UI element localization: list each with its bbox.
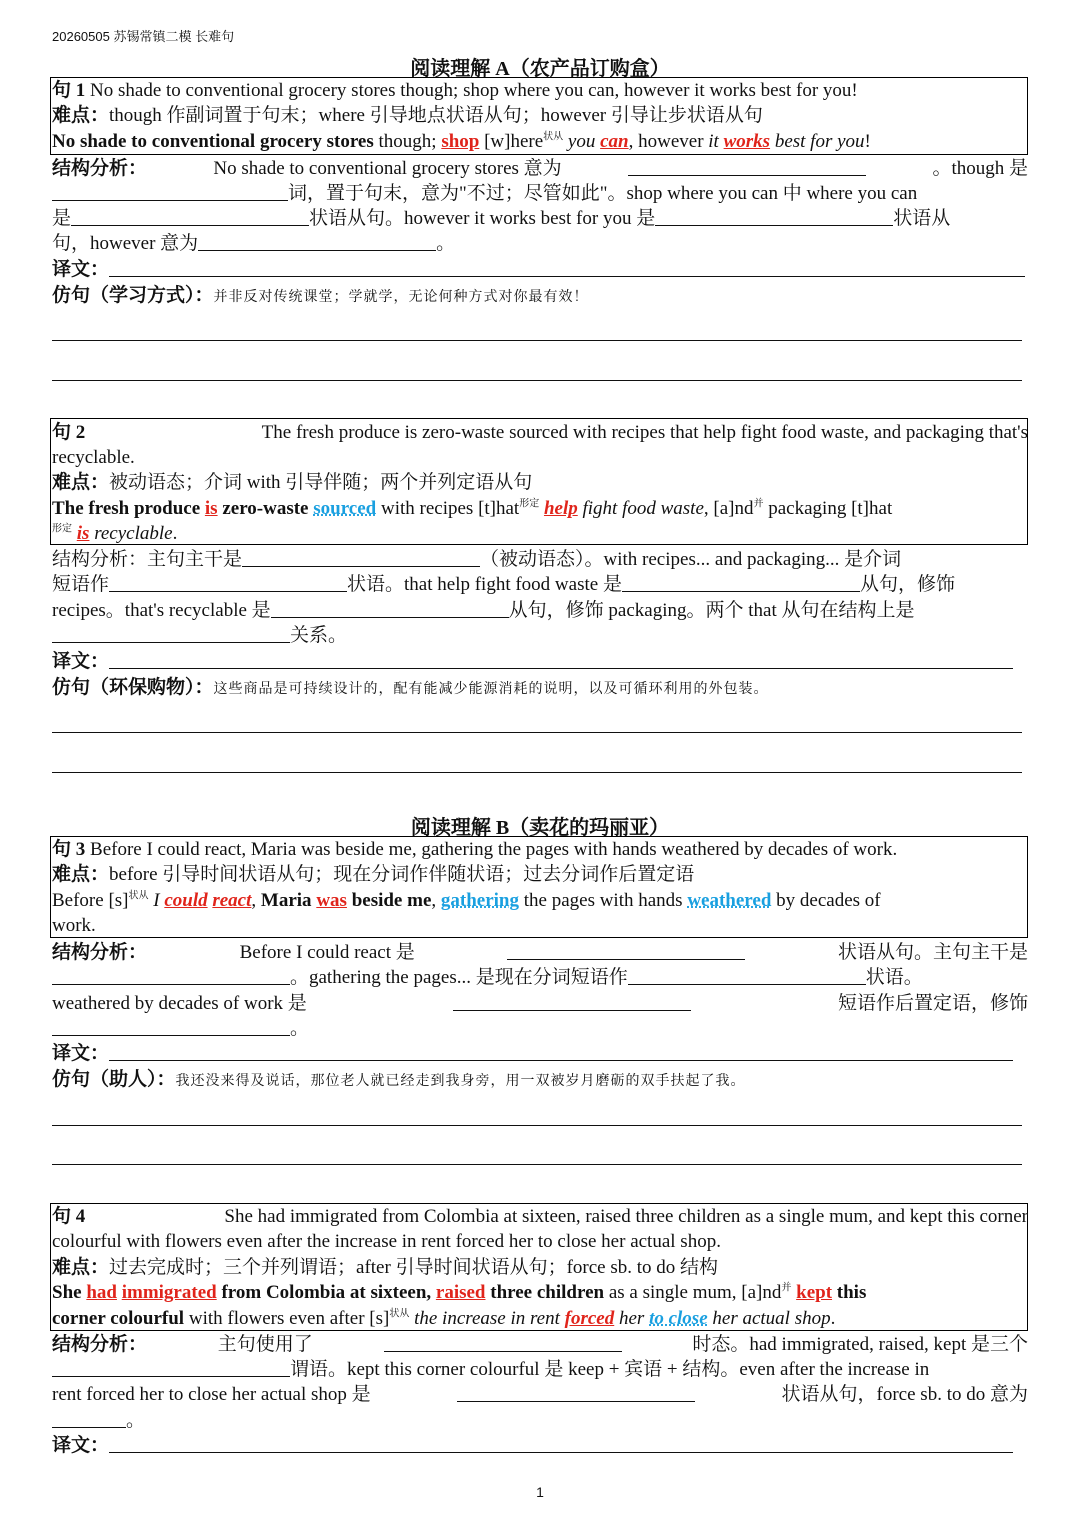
section-title-a: 阅读理解 A（农产品订购盒） [410, 58, 670, 80]
structure-text: 状语从 [893, 208, 951, 229]
imitation-label: 仿句（助人）： [52, 1069, 176, 1090]
annotated-text: recyclable [89, 523, 173, 544]
structure-text: 时态。had immigrated, raised, kept 是三个 [692, 1334, 1028, 1355]
sentence-4-text [52, 1205, 1028, 1229]
annotated-text: the increase in rent [414, 1308, 565, 1329]
answer-blank[interactable] [628, 157, 866, 176]
imitation-label: 仿句（环保购物）： [52, 677, 214, 698]
s1-imitation [52, 284, 1028, 309]
sentence-1-text [52, 79, 1028, 103]
predicate-highlight: can [600, 131, 629, 152]
structure-text: 从句，修饰 packaging。两个 that 从句在结构上是 [508, 600, 915, 621]
answer-blank[interactable] [622, 573, 860, 592]
predicate-highlight: react [212, 890, 252, 911]
predicate-highlight: shop [441, 131, 480, 152]
clause-tag: 状从 [389, 1308, 410, 1320]
annotated-main: beside me [346, 890, 432, 911]
structure-text: No shade to conventional grocery stores 意为 [213, 158, 562, 179]
answer-blank[interactable] [52, 1017, 290, 1036]
writing-line[interactable] [52, 732, 1022, 733]
sentence-4-label: 句 4 [52, 1206, 86, 1227]
annotated-text: , [431, 890, 441, 911]
clause-tag: 状从 [543, 131, 564, 143]
s4-structure-line-4 [52, 1409, 1028, 1433]
infinitive-highlight: to close [649, 1308, 708, 1329]
sentence-2-difficulty [52, 471, 1028, 495]
page-number: 1 [536, 1484, 544, 1500]
s2-structure-line-4 [52, 624, 1028, 648]
predicate-highlight: is [204, 498, 218, 519]
answer-blank[interactable] [52, 182, 288, 201]
structure-text: 。gathering the pages... 是现在分词短语作 [290, 967, 628, 988]
s2-translation [52, 650, 1028, 674]
annotated-text: the pages with hands [518, 890, 688, 911]
document-header: 20260505 苏锡常镇二模 长难句 [52, 29, 235, 44]
answer-blank[interactable] [198, 232, 436, 251]
annotated-text: her [614, 1308, 650, 1329]
clause-tag: 状从 [128, 890, 149, 902]
structure-label: 结构分析： [52, 942, 148, 963]
difficulty-text: 过去完成时；三个并列谓语；after 引导时间状语从句；force sb. to do 结构 [109, 1257, 719, 1278]
answer-blank[interactable] [628, 966, 866, 985]
sentence-1-difficulty [52, 104, 1028, 128]
difficulty-label: 难点： [52, 1257, 110, 1278]
s4-structure-line-1 [52, 1333, 1028, 1357]
sentence-3-english: Before I could react, Maria was beside me, gathering the pages with hands weathered by decades of work. [90, 839, 898, 860]
answer-blank[interactable] [507, 941, 745, 960]
structure-text: 状语。 [865, 967, 923, 988]
sentence-2-text [52, 421, 1028, 445]
predicate-highlight: raised [435, 1282, 486, 1303]
predicate-highlight: forced [564, 1308, 615, 1329]
predicate-highlight: works [723, 131, 771, 152]
annotated-text: it [708, 131, 724, 152]
annotated-text: , [251, 890, 261, 911]
translation-label: 译文： [52, 259, 110, 280]
structure-text: 句，however 意为 [52, 233, 199, 254]
structure-text: 从句，修饰 [859, 574, 955, 595]
structure-text: 。though 是 [932, 158, 1028, 179]
s1-structure-line-1 [52, 157, 1028, 181]
difficulty-label: 难点： [52, 472, 110, 493]
writing-line[interactable] [52, 380, 1022, 381]
s4-structure-line-3 [52, 1383, 1028, 1407]
annotated-text: I [153, 890, 165, 911]
s4-structure-line-2 [52, 1358, 1028, 1382]
structure-text: 谓语。kept this corner colourful 是 keep + 宾语 + 结构。even after the increase in [290, 1359, 930, 1380]
difficulty-label: 难点： [52, 864, 110, 885]
predicate-highlight: kept [796, 1282, 833, 1303]
s3-structure-line-4 [52, 1017, 1028, 1041]
sentence-4-english: She had immigrated from Colombia at sixteen, raised three children as a single mum, and kept this corner [224, 1206, 1028, 1227]
predicate-highlight: could [164, 890, 208, 911]
answer-blank[interactable] [52, 966, 290, 985]
s2-imitation [52, 676, 1028, 701]
imitation-text: 并非反对传统课堂；学就学，无论何种方式对你最有效！ [213, 289, 589, 305]
annotated-text: Before [s] [52, 890, 129, 911]
s3-structure-line-1 [52, 941, 1028, 965]
annotated-text: [w]here [479, 131, 544, 152]
answer-blank[interactable] [457, 1383, 695, 1402]
writing-line[interactable] [52, 1164, 1022, 1165]
s4-translation [52, 1434, 1028, 1458]
answer-blank[interactable] [52, 1358, 290, 1377]
s3-structure-line-2 [52, 966, 1028, 990]
sentence-4-english: colourful with flowers even after the increase in rent forced her to close her actual shop. [52, 1231, 721, 1252]
structure-text: recipes。that's recyclable 是 [52, 600, 271, 621]
sentence-3-label: 句 3 [52, 839, 86, 860]
answer-blank[interactable] [52, 1409, 126, 1428]
sentence-2-text-2 [52, 446, 1028, 470]
sentence-2-annotated [52, 497, 1028, 521]
translation-blank[interactable] [109, 258, 1025, 277]
sentence-1-label: 句 1 [52, 80, 86, 101]
structure-text: 关系。 [290, 625, 348, 646]
annotated-text: best for you [770, 131, 865, 152]
structure-text: rent forced her to close her actual shop 是 [52, 1384, 371, 1405]
sentence-1-english: No shade to conventional grocery stores though; shop where you can, however it works best for you! [90, 80, 858, 101]
sentence-4-text-2 [52, 1230, 1028, 1254]
difficulty-text: though 作副词置于句末；where 引导地点状语从句；however 引导让步状语从句 [109, 105, 763, 126]
structure-text: weathered by decades of work 是 [52, 993, 307, 1014]
annotated-text: you [563, 131, 601, 152]
sentence-2-english: recyclable. [52, 447, 135, 468]
structure-text: 状语。that help fight food waste 是 [347, 574, 622, 595]
structure-text: 主句使用了 [217, 1334, 313, 1355]
s1-structure-line-4 [52, 232, 1028, 256]
structure-text: 。 [126, 1410, 146, 1431]
s3-translation [52, 1042, 1028, 1066]
annotated-text: ! [864, 131, 871, 152]
s3-imitation [52, 1068, 1028, 1093]
annotated-text: packaging [t]hat [763, 498, 893, 519]
annotated-main: She [52, 1282, 87, 1303]
annotated-main: The fresh produce [52, 498, 205, 519]
answer-blank[interactable] [271, 599, 509, 618]
sentence-3-text [52, 838, 1028, 862]
s1-structure-line-2 [52, 182, 1028, 206]
clause-tag: 形定 [519, 498, 540, 510]
answer-blank[interactable] [453, 992, 691, 1011]
translation-blank[interactable] [109, 650, 1013, 669]
s2-structure-line-2 [52, 573, 1028, 597]
sentence-2-annotated-2 [52, 522, 1028, 546]
annotated-main: this [832, 1282, 867, 1303]
annotated-main: No shade to conventional grocery stores [52, 131, 374, 152]
s2-structure-line-3 [52, 599, 1028, 623]
predicate-highlight: had [86, 1282, 117, 1303]
clause-tag: 形定 [52, 523, 72, 535]
difficulty-text: before 引导时间状语从句；现在分词作伴随状语；过去分词作后置定语 [109, 864, 695, 885]
s1-structure-line-3 [52, 207, 1028, 231]
translation-blank[interactable] [109, 1434, 1013, 1453]
clause-tag: 并 [753, 498, 764, 510]
structure-label: 结构分析： [52, 158, 148, 179]
structure-text: 结构分析：主句主干是 [52, 549, 243, 570]
structure-text: 状语从句。however it works best for you 是 [309, 208, 656, 229]
annotated-text: though; [373, 131, 442, 152]
s1-translation [52, 258, 1028, 282]
annotated-main: corner colourful [52, 1308, 185, 1329]
s2-structure-line-1 [52, 548, 1028, 572]
annotated-text: work. [52, 915, 96, 936]
sentence-2-label: 句 2 [52, 422, 86, 443]
section-title-b: 阅读理解 B（卖花的玛丽亚） [410, 817, 670, 839]
participle-highlight: weathered [687, 890, 772, 911]
translation-label: 译文： [52, 1043, 110, 1064]
structure-text: 是 [52, 208, 72, 229]
participle-highlight: gathering [440, 890, 519, 911]
annotated-text: , [a]nd [703, 498, 754, 519]
annotated-text: . [172, 523, 178, 544]
participle-highlight: sourced [313, 498, 377, 519]
annotated-text: her actual shop [707, 1308, 831, 1329]
structure-text: 短语作后置定语，修饰 [837, 993, 1028, 1014]
sentence-1-annotated [52, 130, 1028, 154]
answer-blank[interactable] [655, 207, 893, 226]
clause-tag: 并 [781, 1282, 792, 1294]
sentence-3-annotated [52, 889, 1028, 913]
structure-text: 短语作 [52, 574, 110, 595]
structure-text: Before I could react 是 [239, 942, 415, 963]
s3-structure-line-3 [52, 992, 1028, 1016]
answer-blank[interactable] [71, 207, 309, 226]
annotated-main: zero-waste [217, 498, 314, 519]
answer-blank[interactable] [52, 624, 290, 643]
imitation-text: 我还没来得及说话，那位老人就已经走到我身旁，用一双被岁月磨砺的双手扶起了我。 [175, 1073, 746, 1089]
annotated-text: with flowers even after [s] [184, 1308, 390, 1329]
answer-blank[interactable] [242, 548, 480, 567]
translation-label: 译文： [52, 651, 110, 672]
predicate-highlight: was [316, 890, 347, 911]
sentence-4-annotated [52, 1281, 1028, 1305]
structure-text: （被动语态）。with recipes... and packaging... 是介词 [480, 549, 902, 570]
imitation-text: 这些商品是可持续设计的，配有能减少能源消耗的说明，以及可循环利用的外包装。 [213, 681, 769, 697]
annotated-main: Maria [260, 890, 317, 911]
annotated-main: from Colombia at sixteen, [216, 1282, 436, 1303]
difficulty-label: 难点： [52, 105, 110, 126]
structure-text: 状语从句，force sb. to do 意为 [781, 1384, 1028, 1405]
answer-blank[interactable] [109, 573, 347, 592]
predicate-highlight: help [543, 498, 578, 519]
answer-blank[interactable] [384, 1333, 622, 1352]
writing-line[interactable] [52, 772, 1022, 773]
writing-line[interactable] [52, 1125, 1022, 1126]
imitation-label: 仿句（学习方式）： [52, 285, 214, 306]
annotated-text: with recipes [t]hat [376, 498, 520, 519]
predicate-highlight: immigrated [121, 1282, 217, 1303]
translation-label: 译文： [52, 1435, 110, 1456]
structure-text: 。 [436, 233, 456, 254]
sentence-3-annotated-2 [52, 914, 1028, 938]
annotated-text: fight food waste [577, 498, 704, 519]
annotated-text: as a single mum, [a]nd [604, 1282, 782, 1303]
annotated-text: , however [628, 131, 709, 152]
sentence-3-difficulty [52, 863, 1028, 887]
writing-line[interactable] [52, 340, 1022, 341]
predicate-highlight: is [76, 523, 90, 544]
structure-text: 状语从句。主句主干是 [837, 942, 1028, 963]
sentence-4-difficulty [52, 1256, 1028, 1280]
annotated-text: . [830, 1308, 836, 1329]
sentence-2-english: The fresh produce is zero-waste sourced with recipes that help fight food waste, and packaging that's [261, 422, 1028, 443]
translation-blank[interactable] [109, 1042, 1013, 1061]
annotated-text: by decades of [771, 890, 881, 911]
structure-label: 结构分析： [52, 1334, 148, 1355]
sentence-4-annotated-2 [52, 1307, 1028, 1331]
difficulty-text: 被动语态；介词 with 引导伴随；两个并列定语从句 [109, 472, 533, 493]
structure-text: 词，置于句末，意为"不过；尽管如此"。shop where you can 中 where you can [288, 183, 918, 204]
structure-text: 。 [290, 1018, 310, 1039]
annotated-main: three children [485, 1282, 605, 1303]
